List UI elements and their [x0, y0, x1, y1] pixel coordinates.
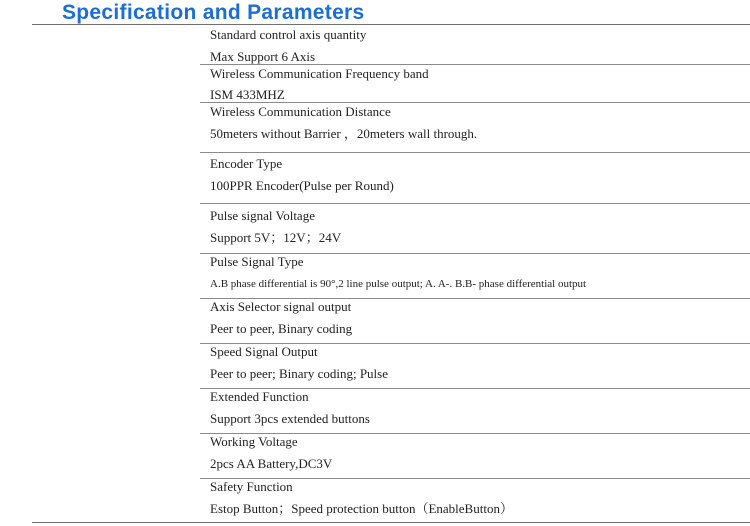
spec-label: Standard control axis quantity — [210, 27, 367, 42]
spec-value: Peer to peer; Binary coding; Pulse — [210, 366, 388, 381]
spec-label: Speed Signal Output — [210, 344, 318, 359]
spec-row — [200, 24, 750, 65]
page-title: Specification and Parameters — [62, 1, 365, 24]
spec-label: Pulse Signal Type — [210, 254, 304, 269]
spec-row — [200, 103, 750, 153]
spec-row — [200, 153, 750, 204]
spec-value: 50meters without Barrier ，20meters wall through. — [210, 126, 478, 141]
spec-label: Pulse signal Voltage — [210, 208, 315, 223]
spec-row — [200, 254, 750, 299]
spec-value: ISM 433MHZ — [210, 87, 285, 102]
spec-row — [200, 434, 750, 479]
spec-label: Safety Function — [210, 479, 293, 494]
spec-label: Wireless Communication Frequency band — [210, 66, 429, 81]
spec-row — [200, 344, 750, 389]
spec-row — [200, 479, 750, 522]
spec-row — [200, 65, 750, 103]
spec-label: Working Voltage — [210, 434, 298, 449]
spec-value: 100PPR Encoder(Pulse per Round) — [210, 178, 394, 193]
spec-value: Estop Button；Speed protection button（EnableButton） — [210, 501, 513, 516]
spec-value: Max Support 6 Axis — [210, 49, 316, 64]
spec-label: Encoder Type — [210, 156, 283, 171]
spec-row — [200, 389, 750, 434]
spec-value: A.B phase differential is 90°,2 line pulse output; A. A-. B.B- phase differential output — [210, 278, 587, 290]
spec-label: Extended Function — [210, 389, 309, 404]
spec-value: Peer to peer, Binary coding — [210, 321, 353, 336]
spec-value: Support 5V；12V；24V — [210, 230, 342, 245]
bottom-divider — [32, 522, 750, 523]
spec-label: Axis Selector signal output — [210, 299, 352, 314]
spec-value: Support 3pcs extended buttons — [210, 411, 370, 426]
spec-value: 2pcs AA Battery,DC3V — [210, 456, 333, 471]
spec-row — [200, 299, 750, 344]
spec-row — [200, 204, 750, 254]
spec-label: Wireless Communication Distance — [210, 104, 391, 119]
